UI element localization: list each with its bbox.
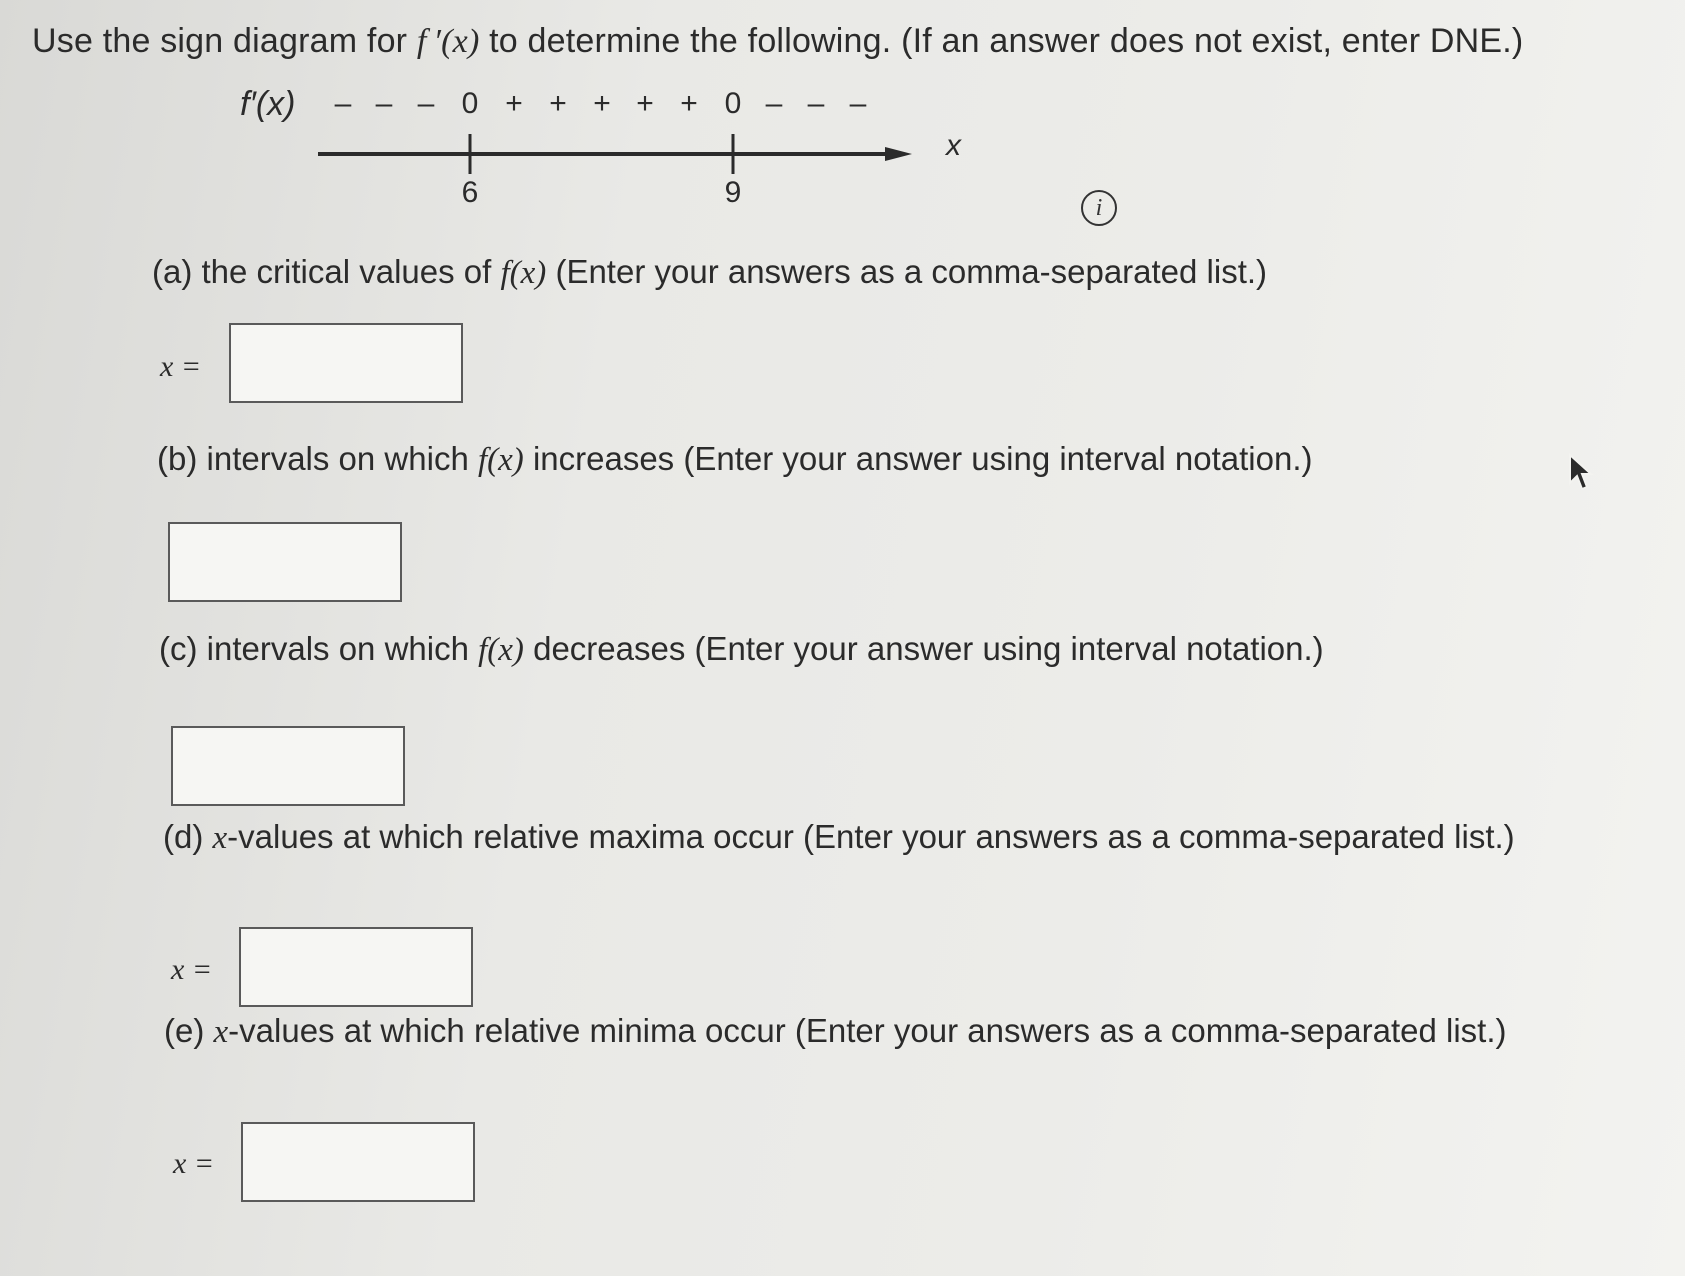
answer-a-prefix-text: x = — [160, 350, 202, 383]
info-icon[interactable]: i — [1081, 190, 1117, 226]
answer-e-prefix — [173, 1147, 214, 1181]
question-e-math: x — [213, 1014, 229, 1050]
question-d-instructions: -values at which relative maxima occur (Enter your answers as a comma-separated list.) — [227, 818, 1515, 855]
sign-diagram-svg — [240, 85, 1060, 235]
question-c-text: intervals on which — [197, 630, 479, 667]
question-a-text: the critical values of — [192, 253, 501, 290]
sign-diagram — [240, 85, 1060, 235]
answer-d-prefix — [171, 953, 212, 987]
answer-a-prefix — [160, 350, 201, 384]
number-line-arrow-icon — [885, 147, 912, 161]
question-c — [159, 630, 1324, 669]
question-d — [163, 818, 1515, 857]
sign-zero: 0 — [461, 87, 479, 120]
prompt-fprime: f ′(x) — [416, 23, 480, 60]
sign-minus: – — [807, 87, 825, 120]
question-a-math: f(x) — [500, 255, 547, 291]
question-c-math: f(x) — [478, 632, 524, 668]
question-e-text — [204, 1012, 213, 1049]
question-b — [157, 440, 1313, 479]
question-b-text: intervals on which — [197, 440, 478, 477]
sign-minus: – — [765, 87, 783, 120]
question-b-instructions: increases (Enter your answer using interval notation.) — [523, 440, 1313, 477]
tick-label-6: 6 — [461, 176, 479, 209]
sign-zero: 0 — [724, 87, 742, 120]
question-b-letter: (b) — [157, 440, 198, 477]
answer-d-input[interactable] — [239, 927, 473, 1007]
answer-d-prefix-text: x = — [171, 953, 213, 986]
question-prompt — [32, 22, 1523, 61]
sign-plus: + — [593, 87, 611, 120]
answer-e-input[interactable] — [241, 1122, 475, 1202]
function-label: f′(x) — [240, 85, 296, 123]
answer-c-input[interactable] — [171, 726, 405, 806]
question-e — [164, 1012, 1506, 1051]
question-b-math: f(x) — [477, 442, 524, 478]
question-c-letter: (c) — [159, 630, 198, 667]
sign-row — [335, 87, 867, 120]
sign-plus: + — [636, 87, 654, 120]
question-c-instructions: decreases (Enter your answer using interval notation.) — [523, 630, 1324, 667]
sign-plus: + — [505, 87, 523, 120]
sign-plus: + — [680, 87, 698, 120]
question-d-math: x — [212, 820, 228, 856]
question-d-letter: (d) — [163, 818, 204, 855]
question-a-instructions: (Enter your answers as a comma-separated list.) — [546, 253, 1268, 290]
sign-minus: – — [849, 87, 867, 120]
sign-minus: – — [375, 87, 393, 120]
question-d-text — [203, 818, 212, 855]
prompt-lead-text: Use the sign diagram for — [32, 22, 417, 60]
prompt-tail-text: to determine the following. (If an answer does not exist, enter DNE.) — [479, 22, 1524, 60]
answer-e-prefix-text: x = — [173, 1147, 215, 1180]
answer-a-input[interactable] — [229, 323, 463, 403]
sign-plus: + — [549, 87, 567, 120]
mouse-pointer-icon — [1568, 453, 1594, 493]
answer-b-input[interactable] — [168, 522, 402, 602]
question-e-instructions: -values at which relative minima occur (Enter your answers as a comma-separated list.) — [228, 1012, 1507, 1049]
sign-minus: – — [334, 87, 352, 120]
sign-minus: – — [417, 87, 435, 120]
question-e-letter: (e) — [164, 1012, 205, 1049]
axis-label: x — [946, 129, 961, 162]
question-a-letter: (a) — [152, 253, 193, 290]
tick-label-9: 9 — [724, 176, 742, 209]
question-a — [152, 253, 1267, 292]
